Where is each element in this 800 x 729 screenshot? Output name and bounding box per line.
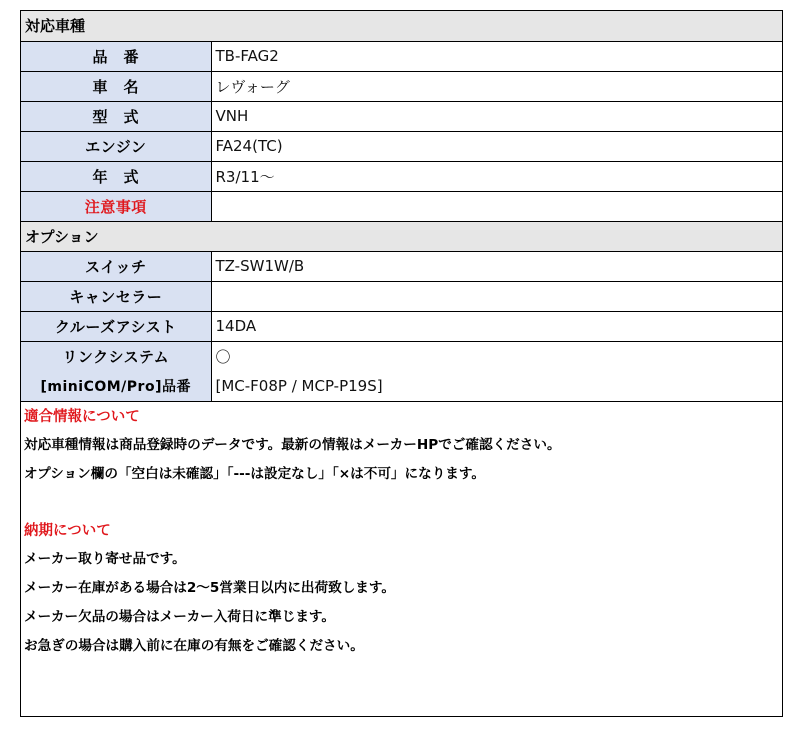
option-row: [21, 281, 782, 311]
option-row: [21, 341, 782, 371]
spec-row: [21, 71, 782, 101]
section-row-options: [21, 221, 782, 251]
spec-label-notes: 注意事項: [21, 191, 211, 221]
spec-row: [21, 131, 782, 161]
spec-row: [21, 41, 782, 71]
option-value-minicom-part: [MC-F08P / MCP-P19S]: [211, 371, 782, 401]
fit-info-line: オプション欄の「空白は未確認」「---は設定なし」「×は不可」になります。: [24, 465, 485, 482]
section-row-vehicle: [21, 11, 782, 41]
delivery-heading: 納期について: [24, 522, 111, 539]
option-label-link-system: リンクシステム: [21, 341, 211, 371]
spec-table: [21, 11, 782, 402]
option-row: [21, 251, 782, 281]
spec-row: [21, 101, 782, 131]
section-title-options: オプション: [21, 221, 782, 251]
spec-label-car-name: 車 名: [21, 71, 211, 101]
spec-label-part-number: 品 番: [21, 41, 211, 71]
spec-value-model-code: VNH: [211, 101, 782, 131]
option-row: [21, 371, 782, 401]
fit-info-heading: 適合情報について: [24, 408, 140, 425]
delivery-line: メーカー取り寄せ品です。: [24, 550, 186, 567]
delivery-line: お急ぎの場合は購入前に在庫の有無をご確認ください。: [24, 637, 364, 654]
spec-value-engine: FA24(TC): [211, 131, 782, 161]
spec-label-engine: エンジン: [21, 131, 211, 161]
option-value-link-system: 〇: [211, 341, 782, 371]
section-title-vehicle: 対応車種: [21, 11, 782, 41]
fitment-sheet: [20, 10, 783, 717]
spec-value-car-name: レヴォーグ: [211, 71, 782, 101]
option-value-canceller: [211, 281, 782, 311]
option-value-cruise-assist: 14DA: [211, 311, 782, 341]
notes-area: [21, 402, 782, 661]
option-label-canceller: キャンセラー: [21, 281, 211, 311]
delivery-line: メーカー欠品の場合はメーカー入荷日に準じます。: [24, 608, 336, 625]
spec-value-model-year: R3/11〜: [211, 161, 782, 191]
fit-info-line: 対応車種情報は商品登録時のデータです。最新の情報はメーカーHPでご確認ください。: [24, 436, 561, 453]
spec-value-notes: [211, 191, 782, 221]
option-value-switch: TZ-SW1W/B: [211, 251, 782, 281]
option-label-cruise-assist: クルーズアシスト: [21, 311, 211, 341]
option-row: [21, 311, 782, 341]
spacer: [24, 489, 778, 518]
option-label-switch: スイッチ: [21, 251, 211, 281]
option-label-minicom-part: [miniCOM/Pro]品番: [21, 371, 211, 401]
spec-row: [21, 161, 782, 191]
spec-label-model-year: 年 式: [21, 161, 211, 191]
delivery-line: メーカー在庫がある場合は2〜5営業日以内に出荷致します。: [24, 579, 395, 596]
spec-value-part-number: TB-FAG2: [211, 41, 782, 71]
spec-label-model-code: 型 式: [21, 101, 211, 131]
spec-row: [21, 191, 782, 221]
